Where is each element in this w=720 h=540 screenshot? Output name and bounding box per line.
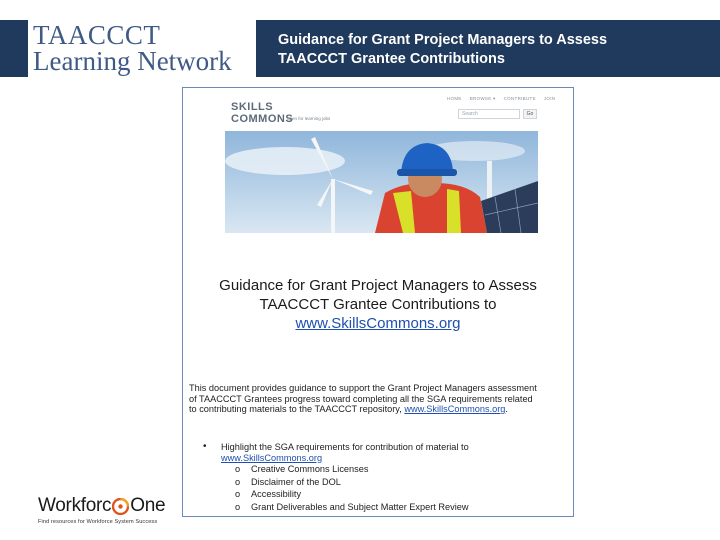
sub-list-item bbox=[235, 476, 543, 489]
site-search-input[interactable]: Search bbox=[458, 109, 520, 119]
sub-marker: o bbox=[235, 489, 241, 499]
hero-photo bbox=[225, 131, 538, 233]
workforce-swirl-icon bbox=[112, 498, 129, 515]
bullet-text: Highlight the SGA requirements for contribution of material to bbox=[221, 442, 469, 452]
document-title-link[interactable]: www.SkillsCommons.org bbox=[295, 315, 461, 332]
nav-contribute[interactable]: CONTRIBUTE bbox=[503, 96, 536, 101]
sub-list-item bbox=[235, 488, 543, 501]
sub-list bbox=[235, 463, 543, 513]
workforce-word-left: Workforc bbox=[38, 495, 112, 516]
workforce-one-logo[interactable] bbox=[38, 495, 178, 531]
workforce-one-wordmark bbox=[38, 495, 178, 517]
slide-title: Guidance for Grant Project Managers to Assess TAACCCT Grantee Contributions bbox=[278, 32, 608, 67]
document-preview bbox=[182, 87, 574, 517]
sub-item-text: Grant Deliverables and Subject Matter Expert Review bbox=[251, 501, 469, 512]
sub-item-text: Accessibility bbox=[251, 489, 302, 499]
document-title-line-1: Guidance for Grant Project Managers to Assess bbox=[219, 277, 537, 294]
skills-commons-logo-text: SKILLS COMMONS bbox=[231, 101, 294, 125]
intro-link[interactable]: www.SkillsCommons.org bbox=[404, 404, 506, 414]
logo-line-1: TAACCCT bbox=[33, 20, 161, 50]
site-search-button[interactable]: Go bbox=[523, 109, 537, 119]
header-left-bar bbox=[0, 20, 28, 77]
workforce-tagline: Find resources for Workforce System Success bbox=[38, 519, 158, 525]
workforce-word-right: One bbox=[130, 495, 166, 516]
taaccct-logo[interactable] bbox=[33, 22, 251, 78]
skills-commons-logo[interactable] bbox=[231, 101, 331, 131]
requirements-list bbox=[203, 442, 543, 513]
nav-home[interactable]: HOME bbox=[447, 96, 462, 101]
logo-line-2: Learning Network bbox=[33, 46, 232, 76]
list-item bbox=[203, 442, 543, 463]
sub-item-text: Disclaimer of the DOL bbox=[251, 476, 341, 487]
nav-join[interactable]: JOIN bbox=[543, 96, 556, 101]
skills-commons-tagline: open for learning jobs bbox=[287, 116, 331, 121]
document-title bbox=[183, 276, 573, 333]
intro-text: This document provides guidance to support the Grant Project Managers assessment of TAACCCT Grantees progress toward completing all the SGA requirements related to contributing materials to the TAACCCT repository, bbox=[189, 383, 537, 414]
bullet-marker: • bbox=[203, 441, 207, 452]
site-nav bbox=[447, 96, 555, 102]
hero-image bbox=[225, 131, 538, 233]
bullet-text-wrap bbox=[221, 442, 469, 463]
document-title-line-2: TAACCCT Grantee Contributions to bbox=[259, 296, 497, 313]
sub-marker: o bbox=[235, 464, 241, 474]
document-intro bbox=[189, 383, 539, 415]
sub-marker: o bbox=[235, 476, 241, 487]
sub-item-text: Creative Commons Licenses bbox=[251, 464, 369, 474]
sub-list-item bbox=[235, 501, 543, 514]
bullet-link[interactable]: www.SkillsCommons.org bbox=[221, 452, 323, 463]
nav-browse[interactable]: BROWSE ▾ bbox=[469, 96, 496, 101]
header-band bbox=[256, 20, 720, 77]
sub-list-item bbox=[235, 463, 543, 476]
intro-end: . bbox=[505, 404, 508, 414]
sub-marker: o bbox=[235, 501, 241, 512]
